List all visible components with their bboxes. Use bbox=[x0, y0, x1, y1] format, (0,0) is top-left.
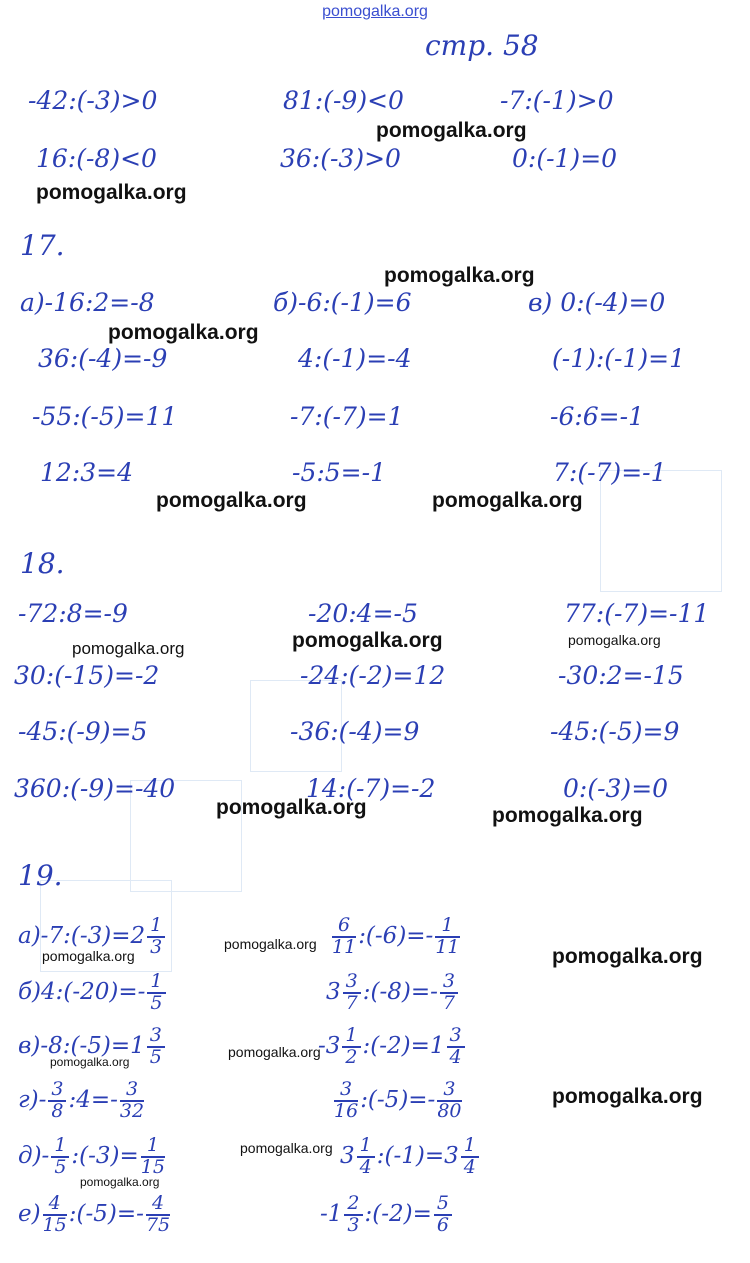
intro-expression: 36:(-3)>0 bbox=[280, 144, 401, 173]
expr-text: в)-8:(-5)=1 bbox=[18, 1032, 145, 1059]
watermark: pomogalka.org bbox=[240, 1140, 333, 1156]
watermark: pomogalka.org bbox=[224, 936, 317, 952]
fraction bbox=[332, 916, 356, 958]
expr-text: 3 bbox=[326, 978, 341, 1005]
expr-text: г)- bbox=[18, 1086, 47, 1113]
exercise-number: 17. bbox=[20, 229, 65, 262]
exercise-expression: -72:8=-9 bbox=[18, 599, 128, 628]
exercise-expression: в) 0:(-4)=0 bbox=[528, 288, 666, 317]
watermark: pomogalka.org bbox=[42, 948, 135, 964]
fraction bbox=[437, 1080, 461, 1122]
fraction-expression bbox=[326, 972, 460, 1014]
exercise-expression: -5:5=-1 bbox=[292, 458, 386, 487]
numerator: 3 bbox=[334, 1080, 358, 1102]
fraction-expression bbox=[18, 1080, 146, 1122]
exercise-expression: 0:(-3)=0 bbox=[563, 774, 669, 803]
denominator: 6 bbox=[436, 1213, 449, 1236]
denominator: 15 bbox=[140, 1155, 165, 1178]
watermark: pomogalka.org bbox=[36, 181, 187, 204]
numerator: 1 bbox=[141, 1136, 165, 1158]
watermark: pomogalka.org bbox=[80, 1175, 160, 1189]
fraction bbox=[343, 972, 361, 1014]
expr-text: а)-7:(-3)=2 bbox=[18, 922, 146, 949]
fraction bbox=[334, 1080, 358, 1122]
numerator: 3 bbox=[147, 1026, 165, 1048]
expr-text: :(-1)=3 bbox=[376, 1142, 459, 1169]
denominator: 3 bbox=[347, 1213, 360, 1236]
fraction-expression bbox=[18, 1136, 167, 1178]
expr-text: :(-2)=1 bbox=[362, 1032, 445, 1059]
fraction bbox=[51, 1136, 69, 1178]
watermark: pomogalka.org bbox=[432, 489, 583, 512]
denominator: 5 bbox=[149, 1045, 162, 1068]
fraction bbox=[120, 1080, 144, 1122]
numerator: 6 bbox=[332, 916, 356, 938]
numerator: 1 bbox=[147, 916, 165, 938]
numerator: 1 bbox=[51, 1136, 69, 1158]
exercise-expression: 14:(-7)=-2 bbox=[306, 774, 436, 803]
fraction-expression bbox=[332, 1080, 464, 1122]
watermark: pomogalka.org bbox=[216, 796, 367, 819]
denominator: 5 bbox=[150, 991, 163, 1014]
exercise-expression: 12:3=4 bbox=[40, 458, 133, 487]
numerator: 3 bbox=[437, 1080, 461, 1102]
numerator: 1 bbox=[357, 1136, 375, 1158]
watermark: pomogalka.org bbox=[50, 1055, 130, 1069]
denominator: 4 bbox=[449, 1045, 462, 1068]
exercise-expression: -55:(-5)=11 bbox=[32, 402, 178, 431]
numerator: 1 bbox=[147, 972, 165, 994]
exercise-number: 19. bbox=[18, 859, 63, 892]
watermark: pomogalka.org bbox=[72, 639, 185, 658]
fraction bbox=[147, 972, 165, 1014]
denominator: 4 bbox=[359, 1155, 372, 1178]
denominator: 11 bbox=[332, 935, 357, 958]
expr-text: е) bbox=[18, 1200, 41, 1227]
fraction bbox=[447, 1026, 465, 1068]
fraction-expression bbox=[320, 1194, 454, 1236]
watermark: pomogalka.org bbox=[568, 632, 661, 648]
numerator: 5 bbox=[434, 1194, 452, 1216]
denominator: 15 bbox=[42, 1213, 67, 1236]
denominator: 4 bbox=[463, 1155, 476, 1178]
denominator: 7 bbox=[442, 991, 455, 1014]
numerator: 4 bbox=[146, 1194, 170, 1216]
expr-text: :(-8)=- bbox=[362, 978, 438, 1005]
watermark: pomogalka.org bbox=[292, 629, 443, 652]
watermark: pomogalka.org bbox=[552, 1085, 703, 1108]
exercise-expression: 7:(-7)=-1 bbox=[553, 458, 667, 487]
numerator: 3 bbox=[440, 972, 458, 994]
expr-text: 3 bbox=[340, 1142, 355, 1169]
exercise-expression: (-1):(-1)=1 bbox=[552, 344, 685, 373]
fraction-expression bbox=[340, 1136, 481, 1178]
intro-expression: 81:(-9)<0 bbox=[283, 86, 404, 115]
fraction bbox=[147, 1026, 165, 1068]
denominator: 80 bbox=[437, 1099, 462, 1122]
expr-text: :(-3)= bbox=[71, 1142, 139, 1169]
denominator: 5 bbox=[54, 1155, 67, 1178]
numerator: 3 bbox=[447, 1026, 465, 1048]
fraction bbox=[141, 1136, 165, 1178]
exercise-expression: -24:(-2)=12 bbox=[300, 661, 446, 690]
exercise-expression: 30:(-15)=-2 bbox=[14, 661, 160, 690]
numerator: 1 bbox=[435, 916, 459, 938]
fraction bbox=[147, 916, 165, 958]
numerator: 4 bbox=[43, 1194, 67, 1216]
numerator: 2 bbox=[344, 1194, 362, 1216]
background-grid-deco bbox=[600, 470, 722, 592]
intro-expression: -7:(-1)>0 bbox=[500, 86, 614, 115]
exercise-expression: -45:(-5)=9 bbox=[550, 717, 680, 746]
intro-expression: 0:(-1)=0 bbox=[512, 144, 618, 173]
fraction bbox=[434, 1194, 452, 1236]
watermark: pomogalka.org bbox=[492, 804, 643, 827]
fraction-expression bbox=[18, 1194, 172, 1236]
fraction bbox=[461, 1136, 479, 1178]
denominator: 75 bbox=[145, 1213, 171, 1236]
numerator: 3 bbox=[48, 1080, 66, 1102]
page-label: стр. 58 bbox=[425, 29, 539, 62]
watermark: pomogalka.org bbox=[108, 321, 259, 344]
exercise-expression: 77:(-7)=-11 bbox=[564, 599, 710, 628]
exercise-expression: -6:6=-1 bbox=[550, 402, 644, 431]
exercise-expression: 4:(-1)=-4 bbox=[298, 344, 412, 373]
expr-text: б)4:(-20)=- bbox=[18, 978, 146, 1005]
exercise-expression: -7:(-7)=1 bbox=[290, 402, 404, 431]
denominator: 8 bbox=[51, 1099, 64, 1122]
fraction bbox=[146, 1194, 170, 1236]
denominator: 32 bbox=[119, 1099, 145, 1122]
fraction bbox=[440, 972, 458, 1014]
fraction-expression bbox=[18, 972, 168, 1014]
numerator: 3 bbox=[120, 1080, 144, 1102]
denominator: 16 bbox=[334, 1099, 359, 1122]
numerator: 1 bbox=[461, 1136, 479, 1158]
numerator: 3 bbox=[343, 972, 361, 994]
exercise-expression: 360:(-9)=-40 bbox=[14, 774, 176, 803]
watermark: pomogalka.org bbox=[384, 264, 535, 287]
fraction bbox=[43, 1194, 67, 1236]
intro-expression: -42:(-3)>0 bbox=[28, 86, 158, 115]
denominator: 11 bbox=[435, 935, 460, 958]
exercise-expression: -36:(-4)=9 bbox=[290, 717, 420, 746]
exercise-expression: 36:(-4)=-9 bbox=[38, 344, 168, 373]
expr-text: :(-2)= bbox=[364, 1200, 432, 1227]
exercise-expression: -30:2=-15 bbox=[558, 661, 684, 690]
fraction bbox=[344, 1194, 362, 1236]
exercise-expression: а)-16:2=-8 bbox=[20, 288, 155, 317]
watermark: pomogalka.org bbox=[552, 945, 703, 968]
exercise-expression: -20:4=-5 bbox=[308, 599, 418, 628]
expr-text: д)- bbox=[18, 1142, 50, 1169]
fraction-expression bbox=[330, 916, 462, 958]
denominator: 3 bbox=[150, 935, 163, 958]
expr-text: -1 bbox=[320, 1200, 343, 1227]
fraction bbox=[357, 1136, 375, 1178]
top-watermark: pomogalka.org bbox=[322, 3, 428, 20]
denominator: 2 bbox=[345, 1045, 358, 1068]
exercise-expression: б)-6:(-1)=6 bbox=[273, 288, 412, 317]
denominator: 7 bbox=[345, 991, 358, 1014]
fraction-expression bbox=[318, 1026, 467, 1068]
fraction bbox=[435, 916, 459, 958]
expr-text: :(-6)=- bbox=[358, 922, 434, 949]
exercise-number: 18. bbox=[20, 547, 65, 580]
watermark: pomogalka.org bbox=[376, 119, 527, 142]
expr-text: -3 bbox=[318, 1032, 341, 1059]
watermark: pomogalka.org bbox=[228, 1044, 321, 1060]
fraction bbox=[48, 1080, 66, 1122]
exercise-expression: -45:(-9)=5 bbox=[18, 717, 148, 746]
intro-expression: 16:(-8)<0 bbox=[36, 144, 157, 173]
expr-text: :(-5)=- bbox=[360, 1086, 436, 1113]
numerator: 1 bbox=[342, 1026, 360, 1048]
watermark: pomogalka.org bbox=[156, 489, 307, 512]
expr-text: :(-5)=- bbox=[68, 1200, 144, 1227]
fraction bbox=[342, 1026, 360, 1068]
expr-text: :4=- bbox=[68, 1086, 118, 1113]
